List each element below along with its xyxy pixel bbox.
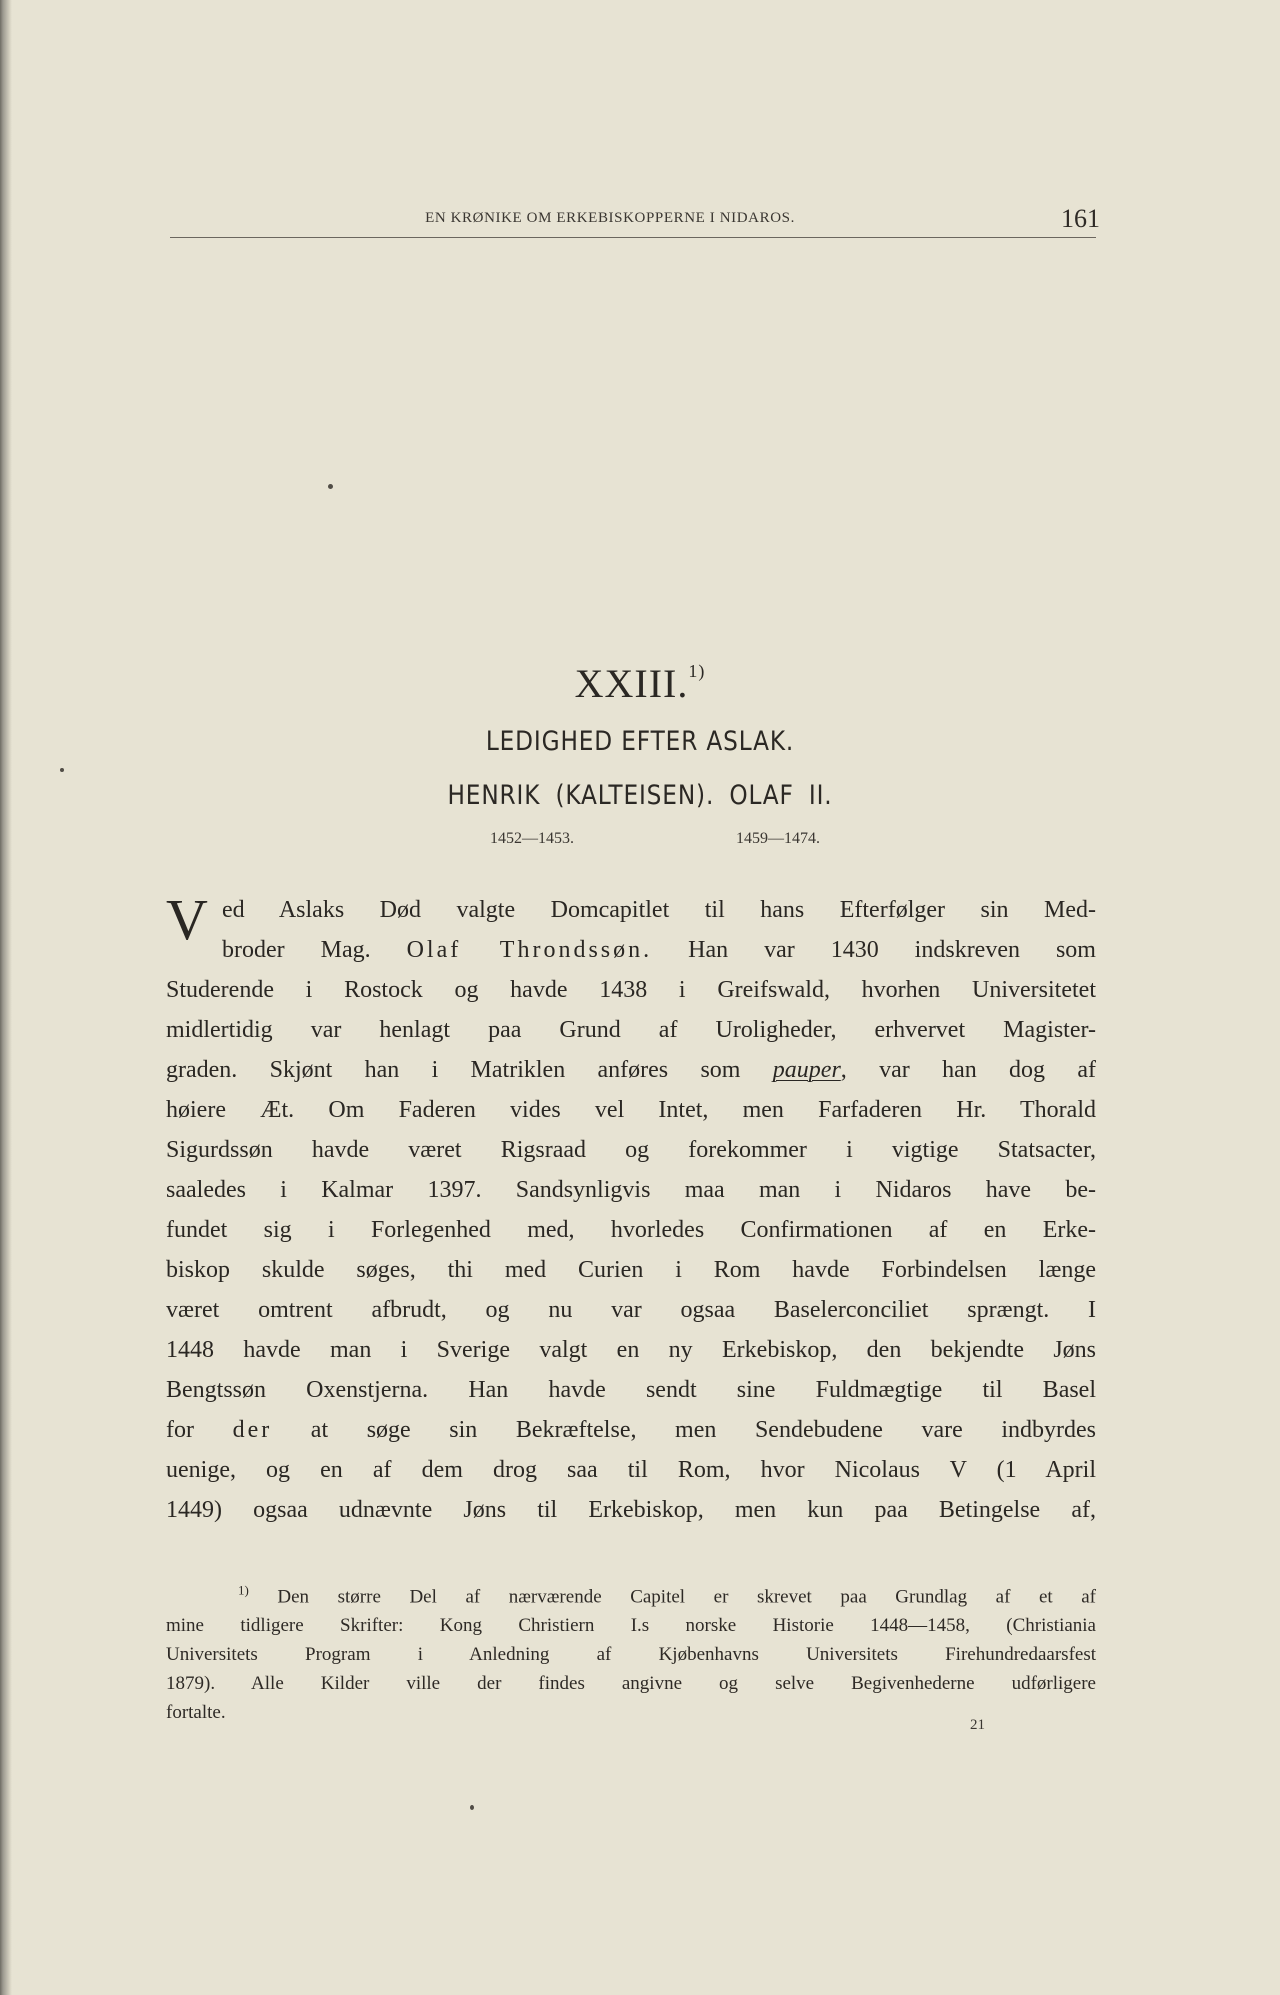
footnote-line: mine tidligere Skrifter: Kong Christiern I.s norske Historie 1448—1458, (Christiania [166,1615,1096,1637]
spaced-word-der: der [232,1417,273,1443]
footnote-text: Den større Del af nærværende Capitel er skrevet paa Grundlag af et af [277,1586,1096,1608]
body-line: høiere Æt. Om Faderen vides vel Intet, men Farfaderen Hr. Thorald [166,1097,1096,1123]
body-line: uenige, og en af dem drog saa til Rom, hvor Nicolaus V (1 April [166,1457,1096,1483]
signature-mark: 21 [970,1717,985,1733]
chapter-numeral [0,660,1280,707]
page-number: 161 [1061,204,1100,233]
body-line-part: Han var 1430 indskreven som [652,937,1096,963]
footnote-line [166,1576,1096,1611]
running-head [170,204,1100,238]
paper-speck [470,1805,474,1810]
body-line: Sigurdssøn havde været Rigsraad og forekommer i vigtige Statsacter, [166,1137,1096,1163]
body-line: ed Aslaks Død valgte Domcapitlet til hans Efterfølger sin Med- [222,897,1096,923]
body-line: saaledes i Kalmar 1397. Sandsynligvis maa man i Nidaros have be- [166,1177,1096,1203]
drop-cap: V [166,887,208,952]
body-line: fundet sig i Forlegenhed med, hvorledes Confirmationen af en Erke- [166,1217,1096,1243]
chapter-title-line-1: LEDIGHED EFTER ASLAK. [485,726,795,757]
body-line-part: at søge sin Bekræftelse, men Sendebudene vare indbyrdes [272,1417,1096,1443]
body-line-part: , var han dog af [840,1057,1096,1083]
page-edge [0,0,12,1995]
footnote-line: Universitets Program i Anledning af Kjøbenhavns Universitets Firehundredaarsfest [166,1644,1096,1666]
body-line-part: for [166,1417,233,1443]
body-line-part: broder Mag. [222,937,407,963]
date-range-olaf: 1459—1474. [736,830,820,847]
body-line [166,1050,1096,1090]
footnote [166,1576,1096,1727]
body-line-part: graden. Skjønt han i Matriklen anføres som [166,1057,773,1083]
body-line: biskop skulde søges, thi med Curien i Rom havde Forbindelsen længe [166,1257,1096,1283]
running-title: EN KRØNIKE OM ERKEBISKOPPERNE I NIDAROS. [425,210,795,226]
paper-speck [60,768,64,772]
chapter-footnote-ref: 1) [688,661,706,681]
body-line: 1448 havde man i Sverige valgt en ny Erkebiskop, den bekjendte Jøns [166,1337,1096,1363]
body-line: midlertidig var henlagt paa Grund af Uroligheder, erhvervet Magister- [166,1017,1096,1043]
header-rule [170,237,1096,238]
body-text [166,887,1096,1530]
italic-word-pauper: pauper [772,1057,841,1083]
body-line: Bengtssøn Oxenstjerna. Han havde sendt sine Fuldmægtige til Basel [166,1377,1096,1403]
chapter-numeral-text: XXIII. [574,661,689,706]
body-line: Studerende i Rostock og havde 1438 i Greifswald, hvorhen Universitetet [166,977,1096,1003]
footnote-mark [238,1583,249,1607]
chapter-title-line-2: HENRIK (KALTEISEN). OLAF II. [447,780,833,811]
footnote-line: fortalte. [166,1702,226,1724]
body-line [166,930,1096,970]
date-range-henrik: 1452—1453. [490,830,574,847]
body-line: 1449) ogsaa udnævnte Jøns til Erkebiskop, men kun paa Betingelse af, [166,1497,1096,1523]
person-name-olaf: Olaf Throndssøn. [406,937,653,963]
body-line [166,1410,1096,1450]
footnote-line: 1879). Alle Kilder ville der findes angivne og selve Begivenhederne udførligere [166,1673,1096,1695]
body-line: været omtrent afbrudt, og nu var ogsaa Baselerconciliet sprængt. I [166,1297,1096,1323]
footnote-mark-text: 1) [238,1583,249,1598]
paper-speck [328,484,333,489]
